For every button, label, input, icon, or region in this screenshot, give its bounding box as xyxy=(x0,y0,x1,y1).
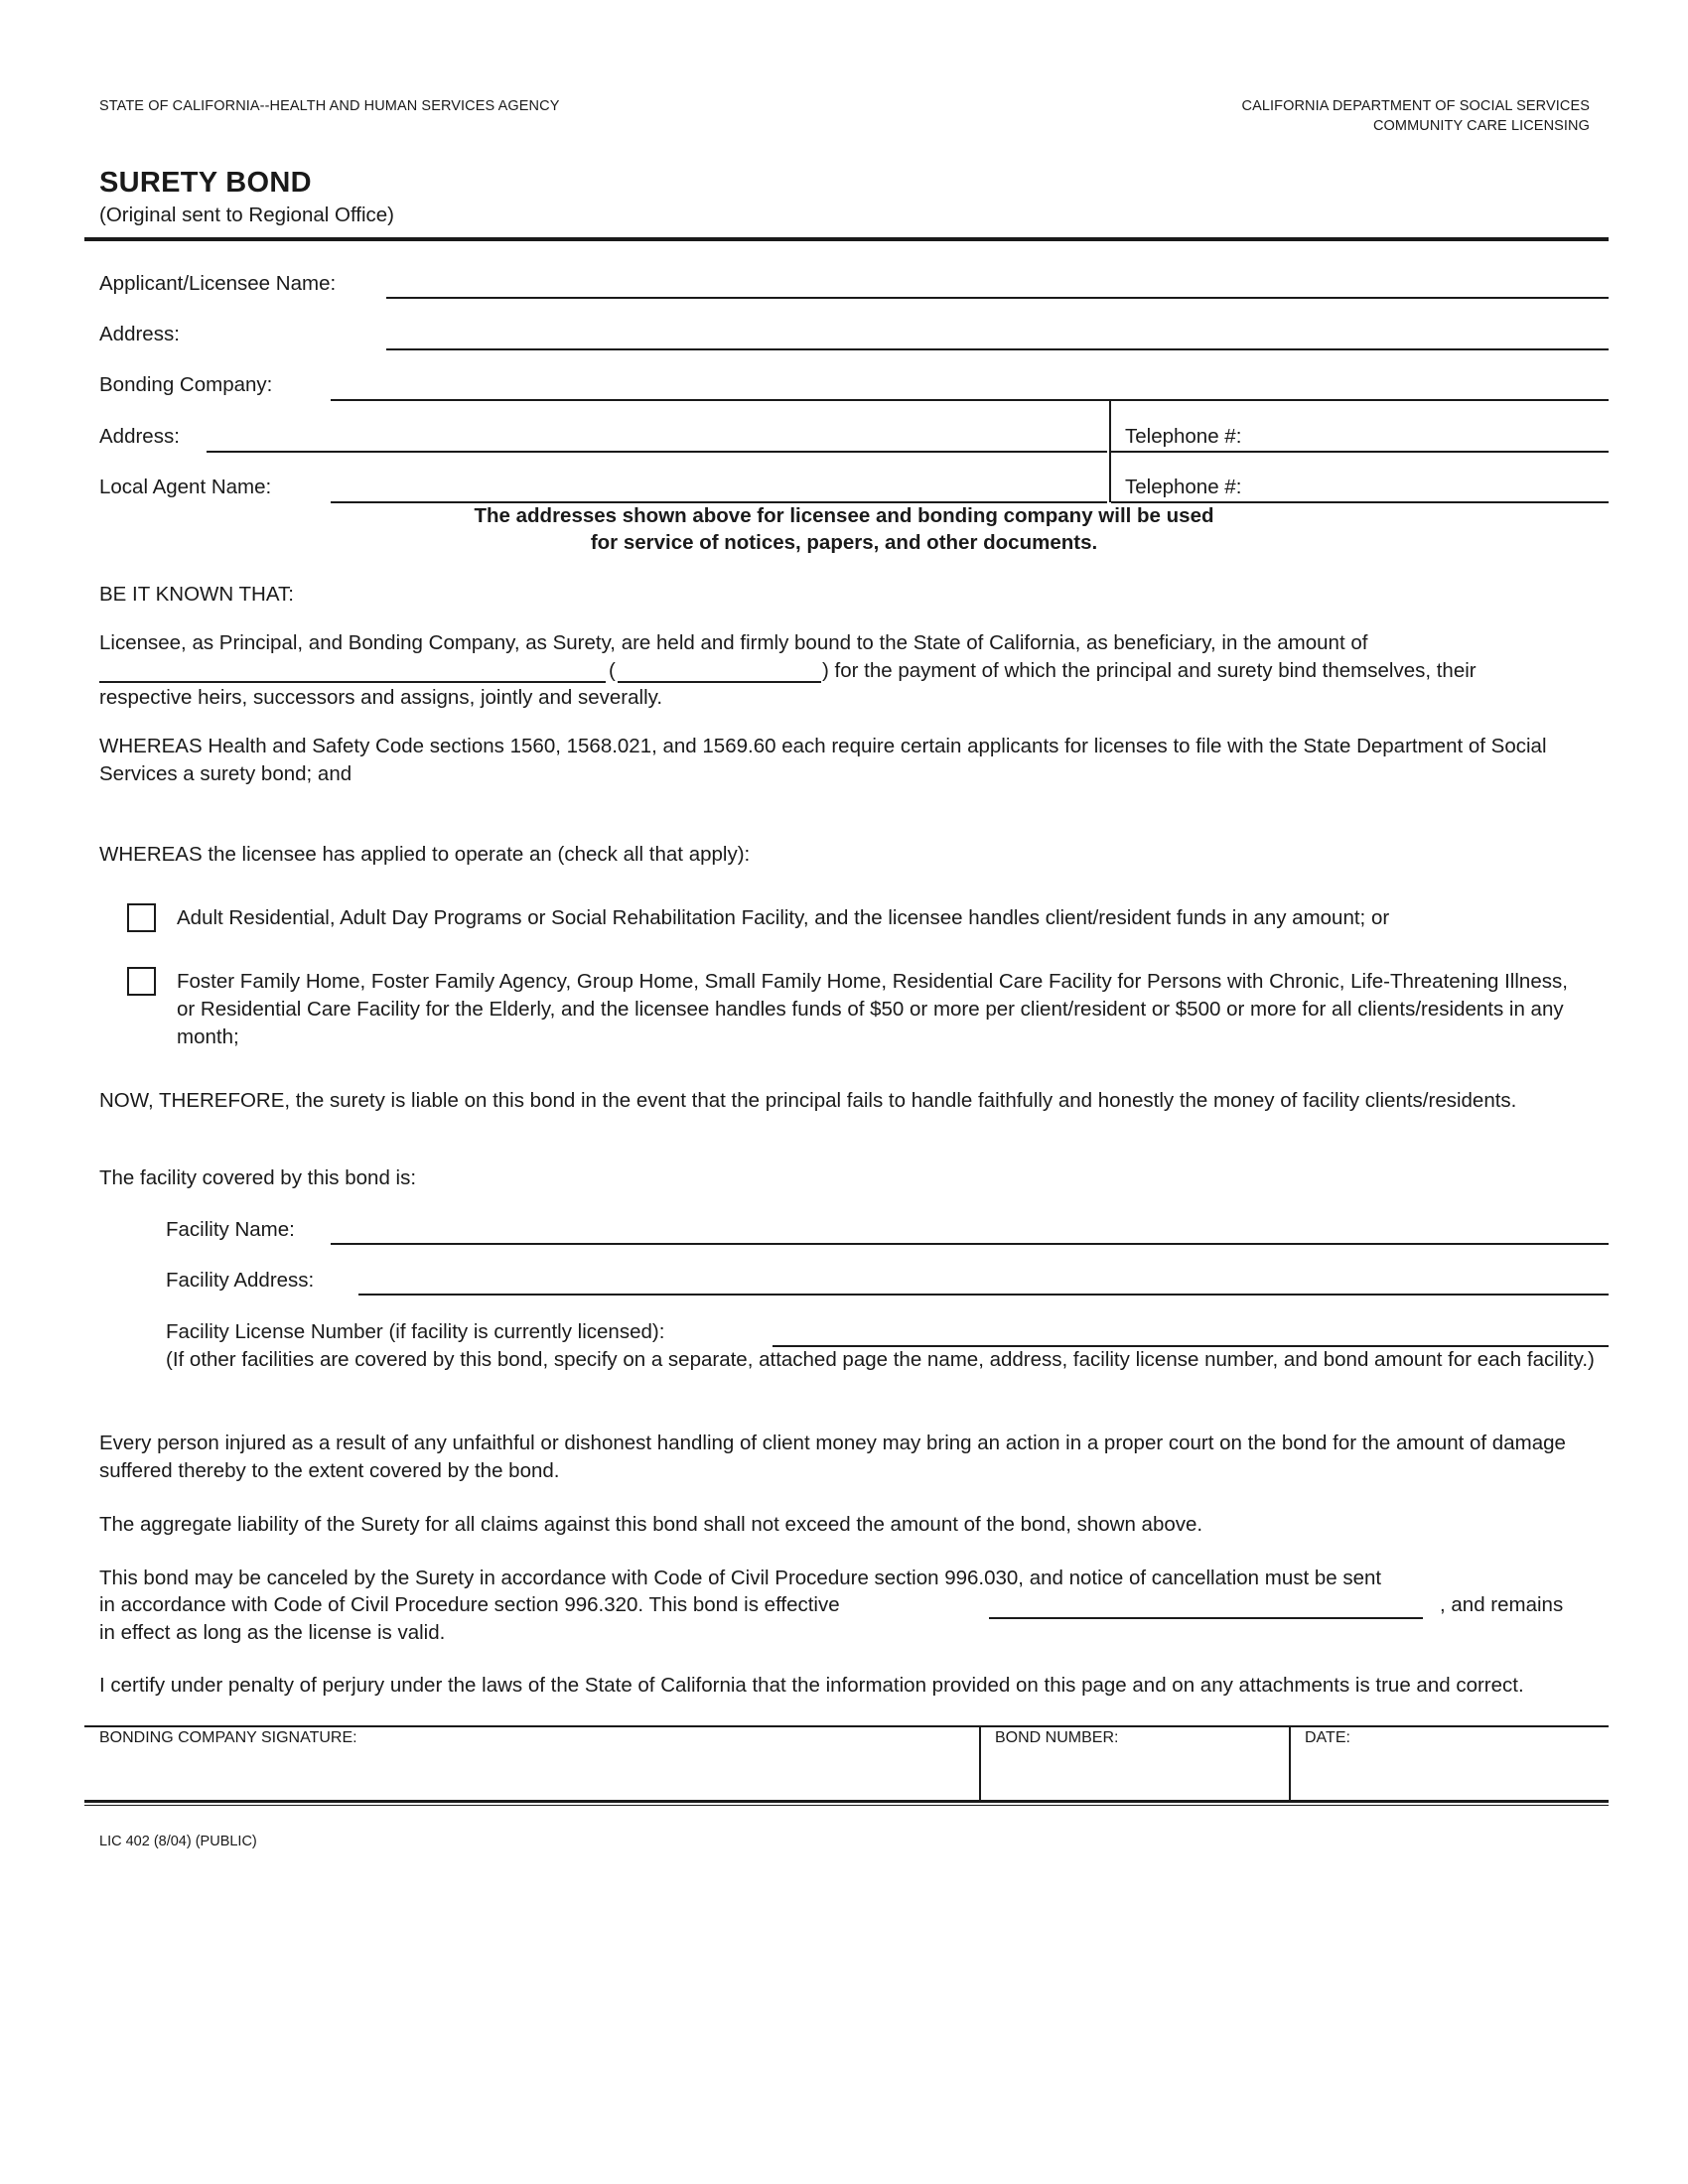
form-subtitle: (Original sent to Regional Office) xyxy=(99,204,395,226)
effective-date-field[interactable] xyxy=(989,1617,1423,1619)
facility-license-label: Facility License Number (if facility is currently licensed): xyxy=(166,1320,665,1343)
bonding-address-field[interactable] xyxy=(207,451,1107,453)
bond-number-label: BOND NUMBER: xyxy=(995,1729,1119,1746)
department-name: CALIFORNIA DEPARTMENT OF SOCIAL SERVICES xyxy=(1241,98,1590,114)
division-name: COMMUNITY CARE LICENSING xyxy=(1372,118,1590,134)
bonding-company-signature-field[interactable] xyxy=(85,1749,977,1797)
foster-family-option-text: Foster Family Home, Foster Family Agency, Group Home, Small Family Home, Residential Care Facility for Persons with Chronic, Life-Threatening Illness, or Residential Care Facility for the Elderly, and the licensee handles funds of $50 or more per client/resident or $500 or more for all clients/residents in any month; xyxy=(177,970,1568,1048)
aggregate-liability-paragraph: The aggregate liability of the Surety for all claims against this bond shall not exceed the amount of the bond, shown above. xyxy=(99,1513,1203,1536)
foster-family-checkbox[interactable] xyxy=(127,967,156,996)
agency-name: STATE OF CALIFORNIA--HEALTH AND HUMAN SERVICES AGENCY xyxy=(99,98,560,114)
facility-name-label: Facility Name: xyxy=(166,1218,295,1241)
bond-amount-open-paren: ( xyxy=(609,659,616,682)
signature-table-divider-1 xyxy=(979,1726,981,1800)
service-notice-line-1: The addresses shown above for licensee and bonding company will be used xyxy=(474,504,1214,527)
whereas-applied-paragraph: WHEREAS the licensee has applied to operate an (check all that apply): xyxy=(99,843,751,866)
signature-table-bottom-border-thin xyxy=(84,1805,1609,1806)
date-field[interactable] xyxy=(1293,1749,1607,1797)
cancellation-line-3: in effect as long as the license is valid. xyxy=(99,1621,446,1644)
adult-residential-checkbox[interactable] xyxy=(127,903,156,932)
cancellation-line-1: This bond may be canceled by the Surety in accordance with Code of Civil Procedure section 996.030, and notice of cancellation must be sent xyxy=(99,1567,1382,1589)
whereas-hsc-paragraph: WHEREAS Health and Safety Code sections 1560, 1568.021, and 1569.60 each require certain applicants for licenses to file with the State Department of Social Services a surety bond; and xyxy=(99,735,1547,785)
facility-covered-heading: The facility covered by this bond is: xyxy=(99,1166,417,1189)
signature-table-bottom-border xyxy=(84,1800,1609,1803)
applicant-name-label: Applicant/Licensee Name: xyxy=(99,272,337,295)
form-title: SURETY BOND xyxy=(99,167,312,199)
date-label: DATE: xyxy=(1305,1729,1350,1746)
bonding-address-label: Address: xyxy=(99,425,180,448)
local-agent-label: Local Agent Name: xyxy=(99,476,272,498)
every-person-paragraph: Every person injured as a result of any unfaithful or dishonest handling of client money may bring an action in a proper court on the bond for the amount of damage suffered thereby to the extent covered by the bond. xyxy=(99,1432,1566,1482)
cancellation-line-2-tail: , and remains xyxy=(1440,1593,1564,1616)
be-it-known-heading: BE IT KNOWN THAT: xyxy=(99,583,294,606)
now-therefore-paragraph: NOW, THEREFORE, the surety is liable on this bond in the event that the principal fails to handle faithfully and honestly the money of facility clients/residents. xyxy=(99,1089,1517,1112)
adult-residential-option-text: Adult Residential, Adult Day Programs or Social Rehabilitation Facility, and the licensee handles client/resident funds in any amount; or xyxy=(177,906,1390,929)
facility-address-label: Facility Address: xyxy=(166,1269,315,1292)
bond-statement-line-3: respective heirs, successors and assigns, jointly and severally. xyxy=(99,686,663,709)
cancellation-line-2: in accordance with Code of Civil Procedure section 996.320. This bond is effective xyxy=(99,1593,840,1616)
bonding-company-label: Bonding Company: xyxy=(99,373,273,396)
signature-table-top-border xyxy=(84,1725,1609,1727)
signature-table-divider-2 xyxy=(1289,1726,1291,1800)
applicant-address-field[interactable] xyxy=(386,348,1609,350)
signature-label: BONDING COMPANY SIGNATURE: xyxy=(99,1729,357,1746)
certification-statement: I certify under penalty of perjury under the laws of the State of California that the information provided on this page and on any attachments is true and correct. xyxy=(99,1674,1524,1697)
additional-facilities-note: (If other facilities are covered by this bond, specify on a separate, attached page the name, address, facility license number, and bond amount for each facility.) xyxy=(166,1348,1595,1371)
bonding-company-field[interactable] xyxy=(331,399,1609,401)
bonding-telephone-field[interactable] xyxy=(1111,451,1609,453)
applicant-address-label: Address: xyxy=(99,323,180,345)
facility-address-field[interactable] xyxy=(358,1294,1609,1296)
title-divider xyxy=(84,237,1609,241)
bond-statement-line-2: ) for the payment of which the principal and surety bind themselves, their xyxy=(822,659,1477,682)
bonding-telephone-label: Telephone #: xyxy=(1125,425,1242,448)
facility-name-field[interactable] xyxy=(331,1243,1609,1245)
bond-amount-words-field[interactable] xyxy=(99,681,606,683)
bond-statement-line-1: Licensee, as Principal, and Bonding Company, as Surety, are held and firmly bound to the State of California, as beneficiary, in the amount of xyxy=(99,631,1368,654)
bond-number-field[interactable] xyxy=(983,1749,1287,1797)
agent-telephone-label: Telephone #: xyxy=(1125,476,1242,498)
applicant-name-field[interactable] xyxy=(386,297,1609,299)
bond-amount-figures-field[interactable] xyxy=(618,681,821,683)
form-number: LIC 402 (8/04) (PUBLIC) xyxy=(99,1834,257,1849)
service-notice-line-2: for service of notices, papers, and other documents. xyxy=(590,531,1098,554)
